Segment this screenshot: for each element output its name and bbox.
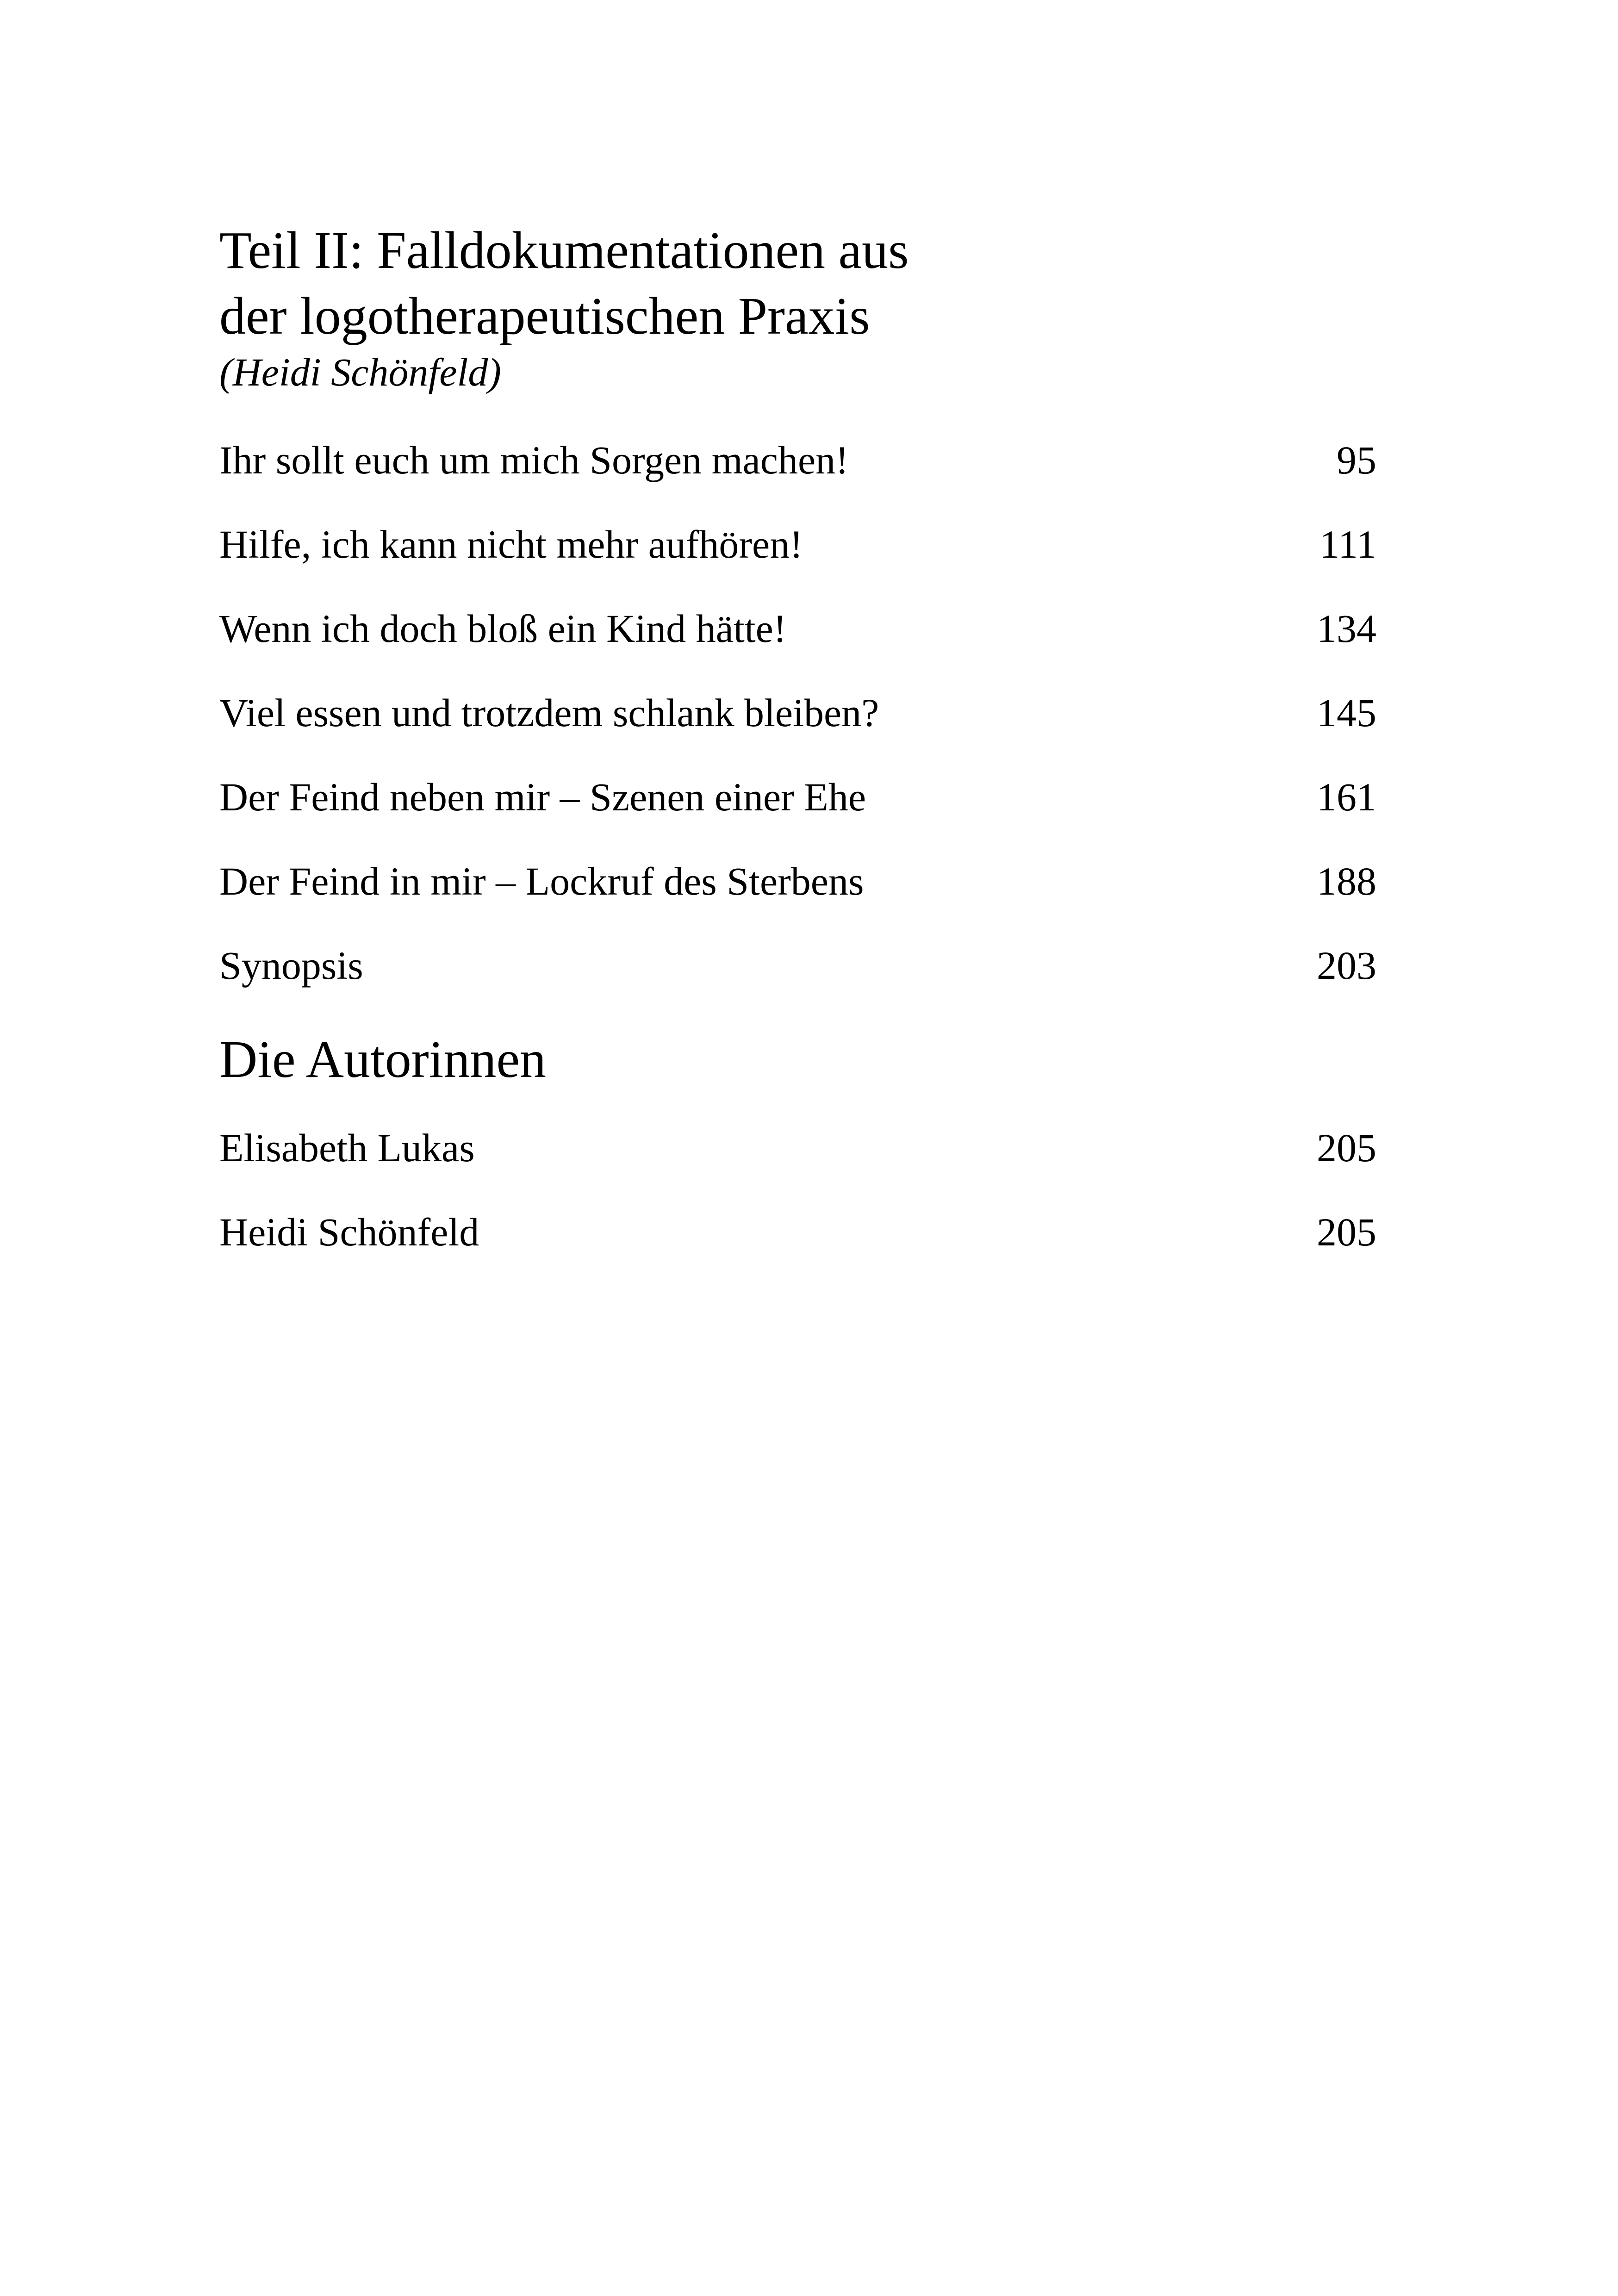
- toc-entry-page: 205: [1317, 1210, 1376, 1254]
- toc-entry-title: Synopsis: [219, 943, 363, 988]
- toc-entry-title: Ihr sollt euch um mich Sorgen machen!: [219, 438, 849, 482]
- toc-entry-title: Der Feind neben mir – Szenen einer Ehe: [219, 775, 866, 819]
- toc-entry-page: 205: [1317, 1126, 1376, 1170]
- part-title-line-1: Teil II: Falldokumentationen aus: [219, 221, 909, 280]
- toc-entry: [219, 690, 1376, 736]
- toc-entry-page: 161: [1317, 775, 1376, 819]
- toc-entry-title: Elisabeth Lukas: [219, 1126, 475, 1170]
- toc-entry: [219, 605, 1376, 652]
- toc-entry: [219, 858, 1376, 904]
- authors-entries: [219, 1125, 1376, 1255]
- toc-entry-page: 188: [1317, 859, 1376, 903]
- toc-entry: [219, 942, 1376, 989]
- toc-entry-page: 145: [1317, 691, 1376, 735]
- part-author: (Heidi Schönfeld): [219, 350, 501, 394]
- part-title: [219, 218, 1376, 349]
- toc-entry: [219, 437, 1376, 483]
- toc-entry: [219, 521, 1376, 567]
- part-entries: [219, 437, 1376, 989]
- toc-entry: [219, 1125, 1376, 1171]
- toc-entry-page: 134: [1317, 606, 1376, 651]
- toc-entry-page: 203: [1317, 943, 1376, 988]
- toc-entry: [219, 1209, 1376, 1255]
- table-of-contents: [219, 218, 1376, 1293]
- part-title-line-2: der logotherapeutischen Praxis: [219, 286, 870, 345]
- toc-entry-title: Hilfe, ich kann nicht mehr aufhören!: [219, 522, 803, 566]
- toc-entry-page: 95: [1337, 438, 1376, 482]
- section-title: Die Autorinnen: [219, 1030, 547, 1089]
- toc-entry-page: 111: [1319, 522, 1376, 566]
- toc-entry-title: Viel essen und trotzdem schlank bleiben?: [219, 691, 879, 735]
- toc-entry-title: Wenn ich doch bloß ein Kind hätte!: [219, 606, 787, 651]
- toc-entry-title: Der Feind in mir – Lockruf des Sterbens: [219, 859, 864, 903]
- toc-entry-title: Heidi Schönfeld: [219, 1210, 479, 1254]
- toc-entry: [219, 774, 1376, 820]
